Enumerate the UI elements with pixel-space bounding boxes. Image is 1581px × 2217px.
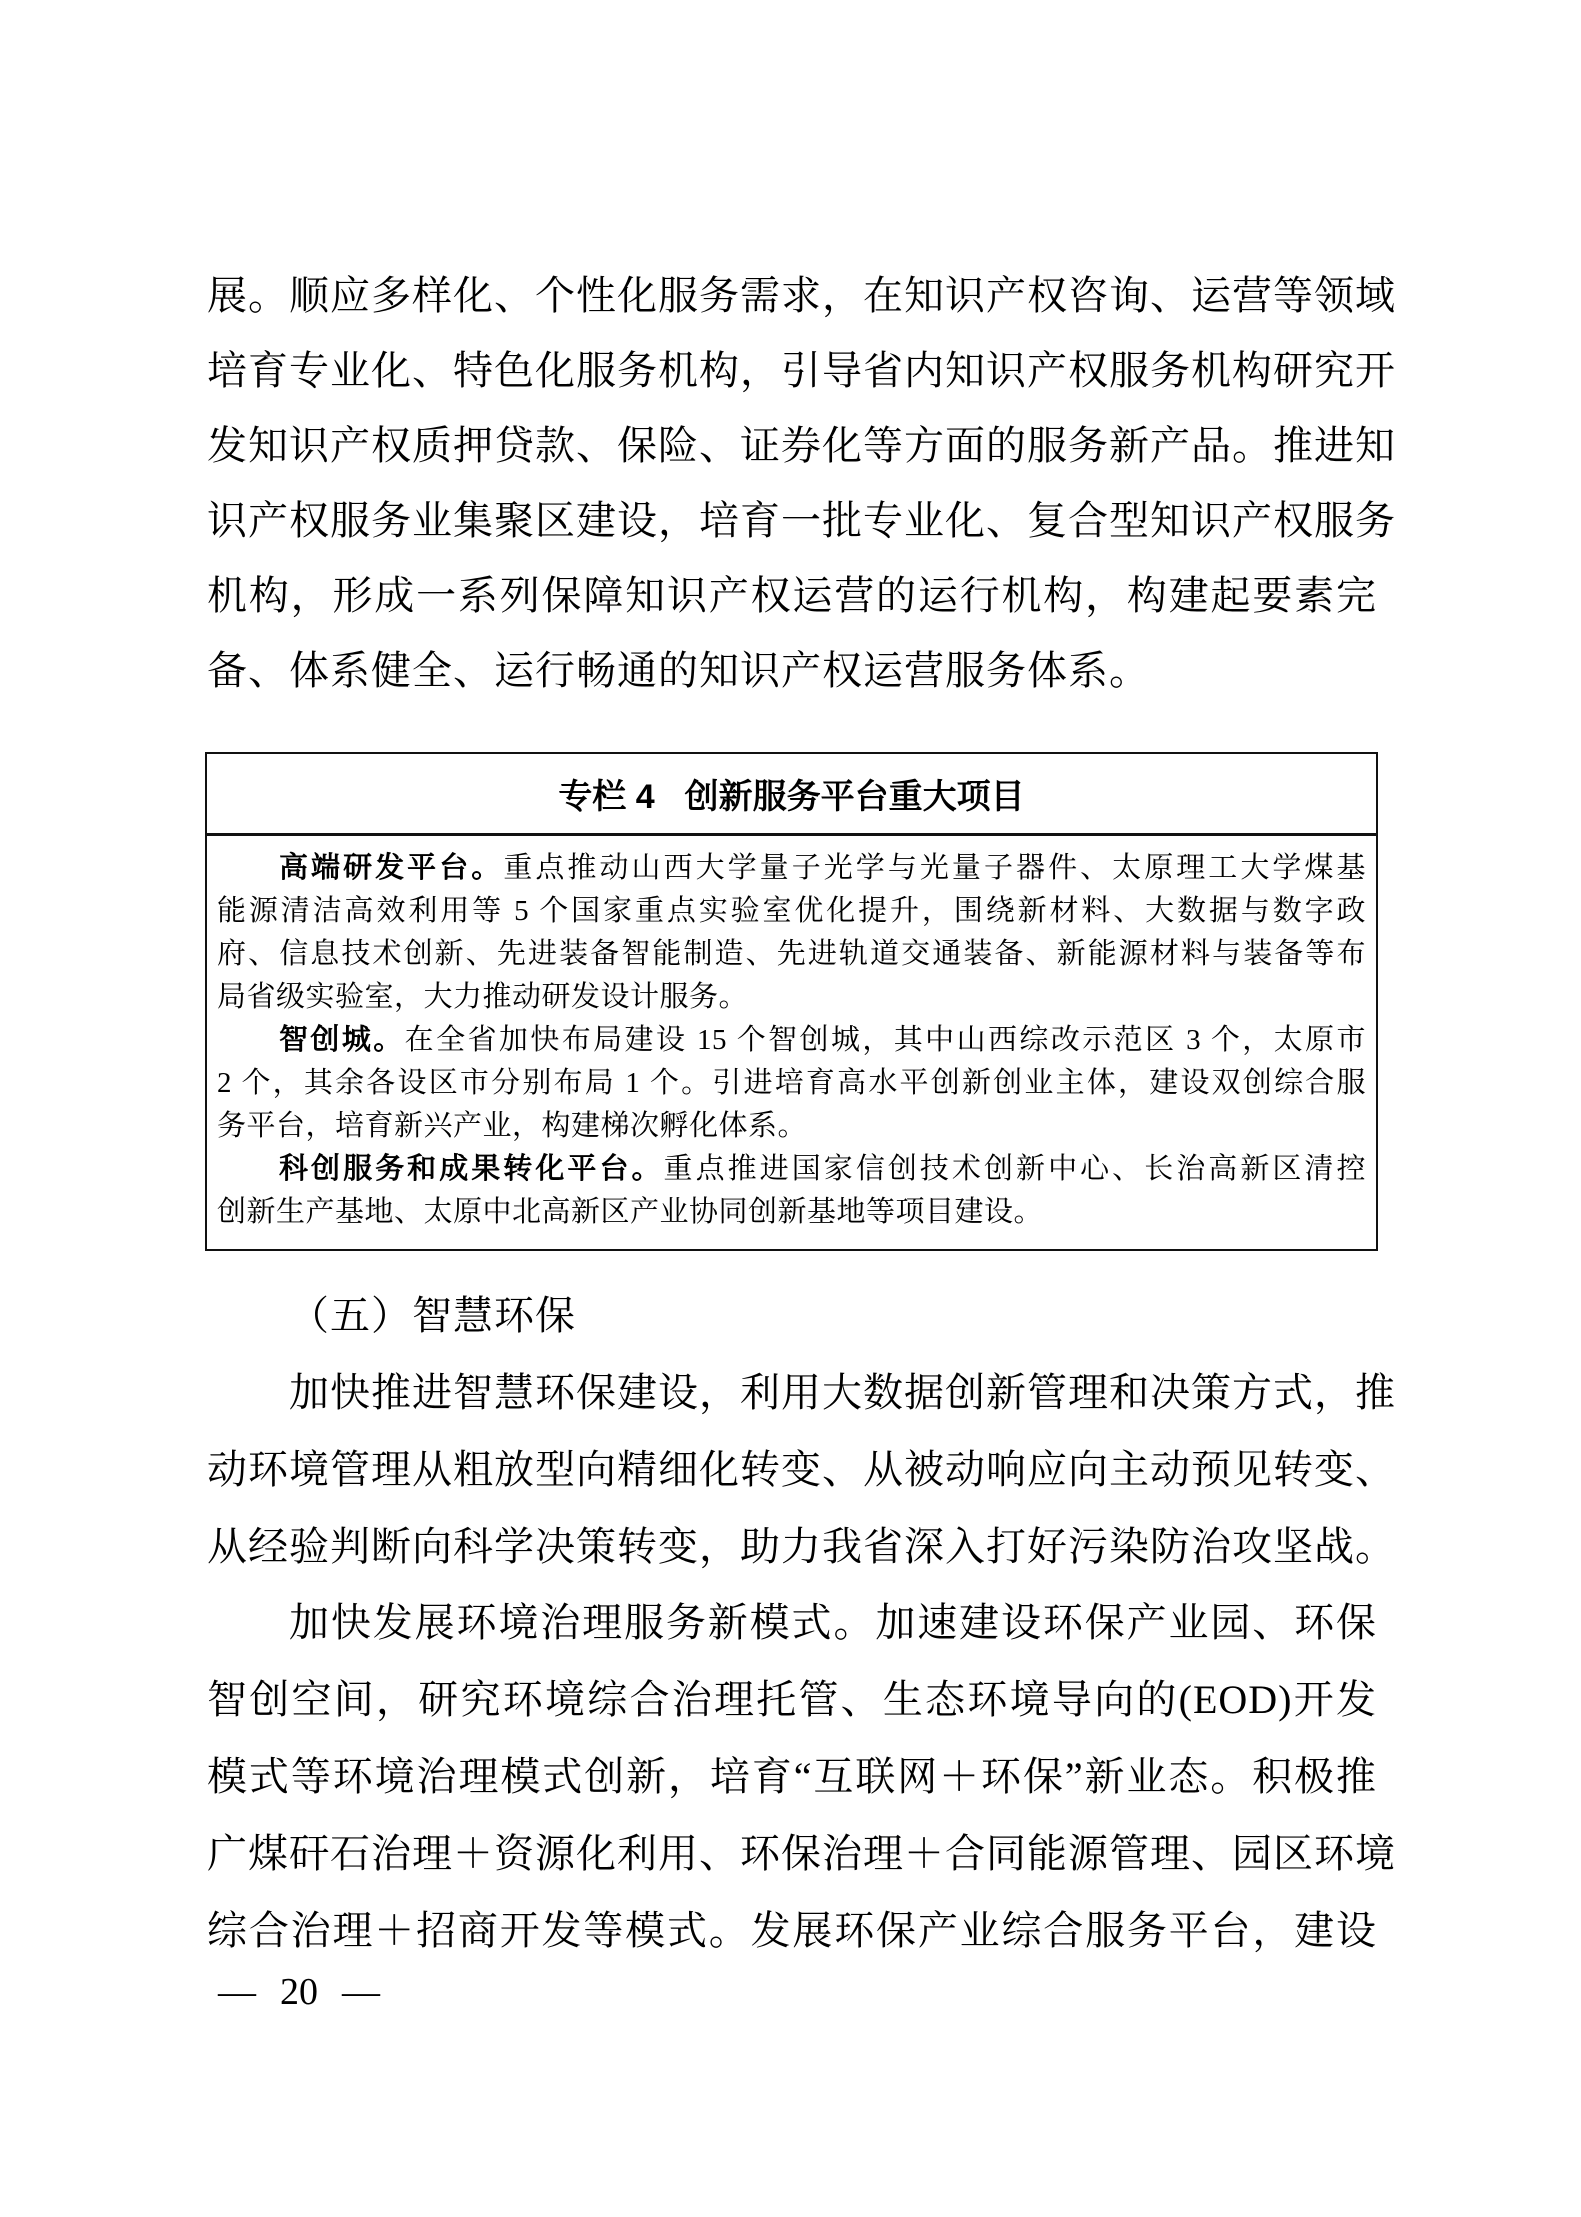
paragraph-line: 模式等环境治理模式创新，培育“互联网＋环保”新业态。积极推 xyxy=(207,1754,1377,1799)
paragraph-line: 广煤矸石治理＋资源化利用、环保治理＋合同能源管理、园区环境 xyxy=(207,1831,1396,1876)
box-item-line xyxy=(217,847,1366,890)
paragraph-line: 智创空间，研究环境综合治理托管、生态环境导向的(EOD)开发 xyxy=(207,1677,1377,1722)
box-item-lead: 高端研发平台。 xyxy=(279,852,504,884)
column-box-header xyxy=(207,754,1376,836)
box-item-line: 能源清洁高效利用等 5 个国家重点实验室优化提升，围绕新材料、大数据与数字政 xyxy=(217,895,1366,927)
box-item-line xyxy=(217,1148,1366,1191)
box-item-line: 2 个，其余各设区市分别布局 1 个。引进培育高水平创新创业主体，建设双创综合服 xyxy=(217,1067,1366,1099)
paragraph-env-governance xyxy=(207,1584,1396,1969)
box-item-text: 重点推动山西大学量子光学与光量子器件、太原理工大学煤基 xyxy=(503,852,1366,884)
box-item-line: 府、信息技术创新、先进装备智能制造、先进轨道交通装备、新能源材料与装备等布 xyxy=(217,938,1366,970)
column-box-title: 创新服务平台重大项目 xyxy=(684,778,1025,816)
section-heading-smart-environment: （五）智慧环保 xyxy=(289,1293,576,1338)
paragraph-line: 动环境管理从粗放型向精细化转变、从被动响应向主动预见转变、 xyxy=(207,1447,1396,1492)
column-box-label: 专栏 4 xyxy=(558,778,655,816)
paragraph-ip-services xyxy=(207,258,1396,708)
column-box-4 xyxy=(205,752,1378,1251)
paragraph-line: 识产权服务业集聚区建设，培育一批专业化、复合型知识产权服务 xyxy=(207,498,1396,543)
page-footer xyxy=(218,1970,380,2014)
box-item-line: 务平台，培育新兴产业，构建梯次孵化体系。 xyxy=(217,1110,808,1142)
paragraph-line: 展。顺应多样化、个性化服务需求，在知识产权咨询、运营等领域 xyxy=(207,273,1396,318)
paragraph-line: 加快推进智慧环保建设，利用大数据创新管理和决策方式，推 xyxy=(289,1370,1396,1415)
paragraph-line: 培育专业化、特色化服务机构，引导省内知识产权服务机构研究开 xyxy=(207,348,1396,393)
footer-left-dash: — xyxy=(218,1971,256,2013)
box-item-line: 创新生产基地、太原中北高新区产业协同创新基地等项目建设。 xyxy=(217,1196,1044,1228)
paragraph-line: 从经验判断向科学决策转变，助力我省深入打好污染防治攻坚战。 xyxy=(207,1524,1396,1569)
paragraph-line: 加快发展环境治理服务新模式。加速建设环保产业园、环保 xyxy=(289,1600,1377,1645)
paragraph-line: 机构，形成一系列保障知识产权运营的运行机构，构建起要素完 xyxy=(207,573,1377,618)
box-item-text: 在全省加快布局建设 15 个智创城，其中山西综改示范区 3 个，太原市 xyxy=(404,1024,1366,1056)
box-item-lead: 科创服务和成果转化平台。 xyxy=(279,1153,664,1185)
footer-right-dash: — xyxy=(342,1971,380,2013)
paragraph-line: 备、体系健全、运行畅通的知识产权运营服务体系。 xyxy=(207,648,1150,693)
page-number: 20 xyxy=(280,1971,318,2013)
box-item-line: 局省级实验室，大力推动研发设计服务。 xyxy=(217,981,749,1013)
paragraph-line: 综合治理＋招商开发等模式。发展环保产业综合服务平台，建设 xyxy=(207,1908,1377,1953)
paragraph-smart-environment xyxy=(207,1354,1396,1585)
box-item-lead: 智创城。 xyxy=(279,1024,405,1056)
box-item-text: 重点推进国家信创技术创新中心、长治高新区清控 xyxy=(663,1153,1366,1185)
column-box-body xyxy=(207,836,1376,1249)
box-item-line xyxy=(217,1019,1366,1062)
paragraph-line: 发知识产权质押贷款、保险、证券化等方面的服务新产品。推进知 xyxy=(207,423,1396,468)
